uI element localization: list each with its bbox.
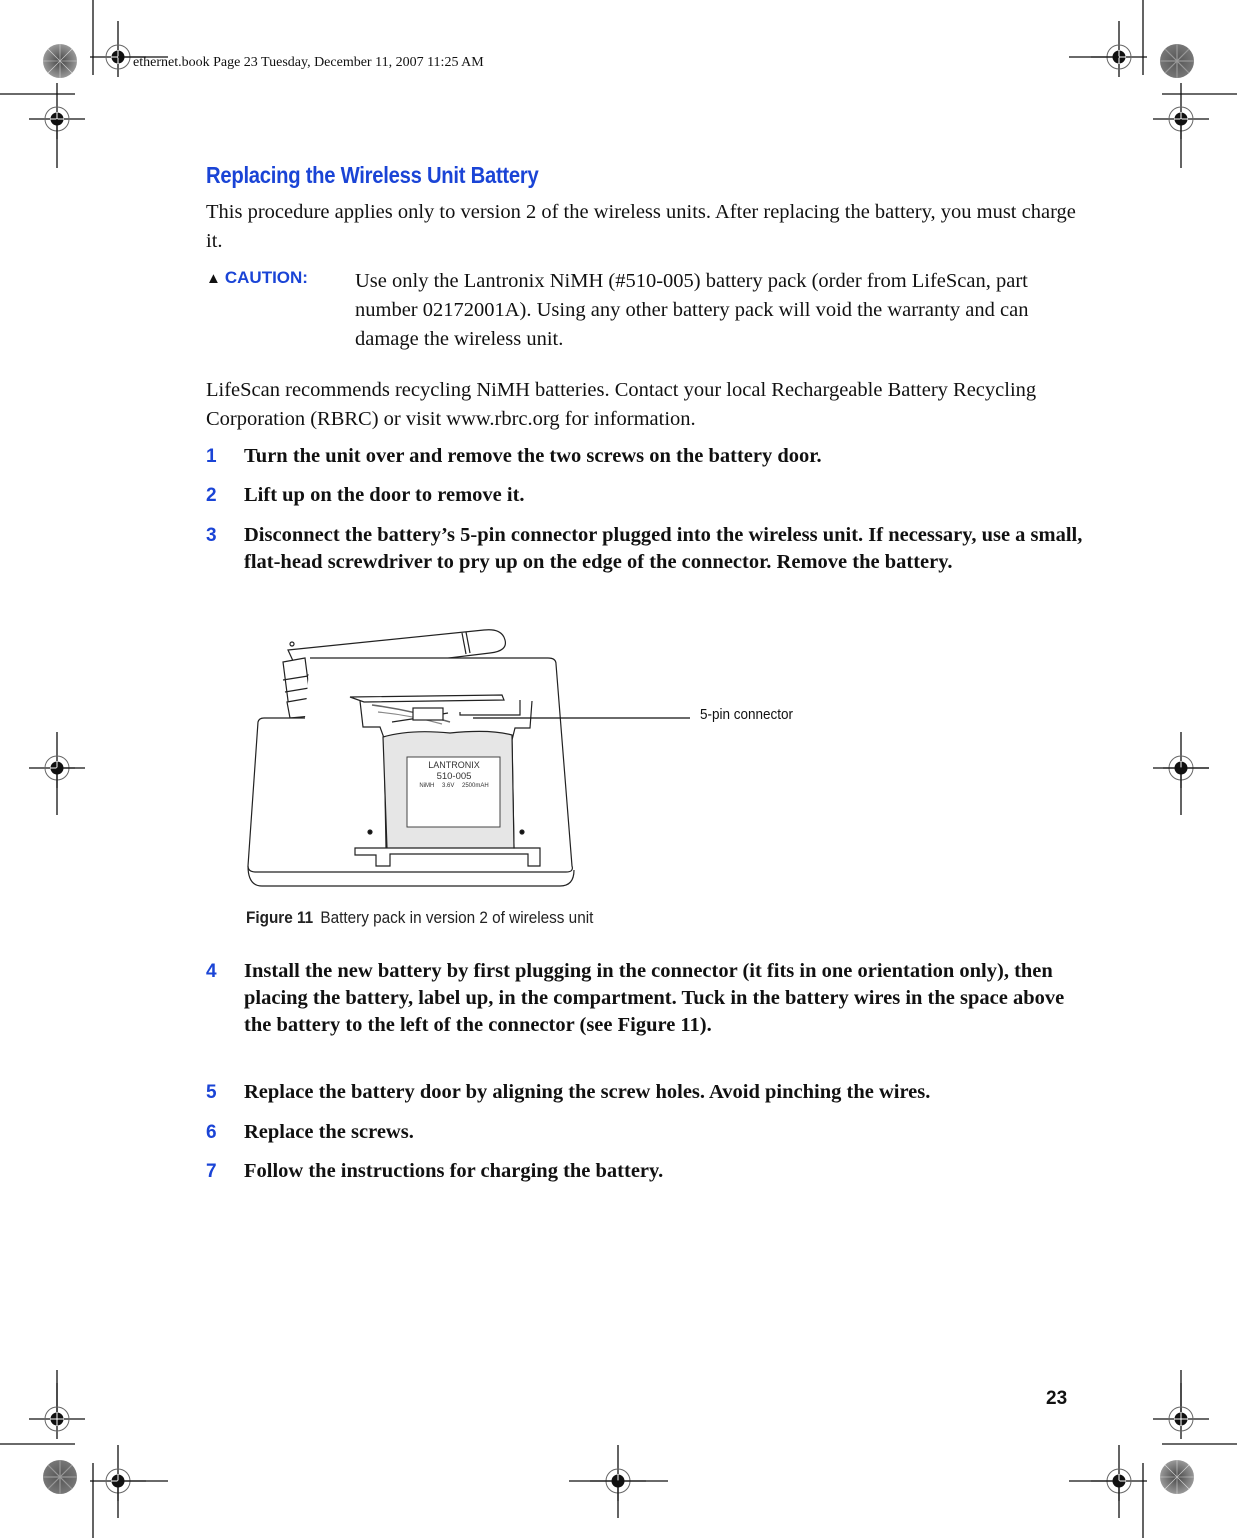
- step-number: 4: [206, 961, 217, 982]
- battery-brand: LANTRONIX: [428, 760, 480, 770]
- step-number: 3: [206, 525, 217, 546]
- step-text: Lift up on the door to remove it.: [244, 484, 525, 506]
- step-number: 1: [206, 446, 217, 467]
- step-text: Disconnect the battery’s 5-pin connector plugged into the wireless unit. If necessary, use a small, flat-head screwdriver to pry up on the edge of the connector. Remove the battery.: [244, 524, 1083, 573]
- battery-label: [408, 760, 500, 791]
- intro-paragraph: This procedure applies only to version 2 of the wireless units. After replacing the battery, you must charge it.: [206, 201, 1076, 252]
- caution-label: [206, 268, 308, 288]
- star-target-icon: [43, 44, 77, 78]
- section-heading: Replacing the Wireless Unit Battery: [206, 162, 539, 188]
- battery-spec: NiMH 3.6V 2500mAH: [419, 783, 489, 789]
- print-slug: ethernet.book Page 23 Tuesday, December 11, 2007 11:25 AM: [133, 55, 484, 70]
- page-number: 23: [1046, 1388, 1068, 1409]
- step-number: 2: [206, 485, 217, 506]
- step-number: 7: [206, 1161, 217, 1182]
- star-target-icon: [1160, 44, 1194, 78]
- caution-text: Use only the Lantronix NiMH (#510-005) battery pack (order from LifeScan, part number 02172001A). Using any other battery pack will void the warranty and can damage the wireless unit.: [355, 270, 1029, 350]
- star-target-icon: [1160, 1460, 1194, 1494]
- connector-callout-label: 5-pin connector: [700, 706, 794, 723]
- figure-caption: [246, 908, 593, 928]
- recycling-paragraph: LifeScan recommends recycling NiMH batteries. Contact your local Rechargeable Battery Recycling Corporation (RBRC) or visit www.rbrc.org for information.: [206, 379, 1037, 430]
- step-text: Follow the instructions for charging the battery.: [244, 1160, 664, 1182]
- battery-model: 510-005: [436, 771, 472, 782]
- figure-caption-text: Battery pack in version 2 of wireless unit: [320, 908, 594, 927]
- step-text: Replace the screws.: [244, 1121, 414, 1143]
- step-number: 6: [206, 1122, 217, 1143]
- wireless-unit-illustration: [248, 630, 574, 886]
- step-text: Turn the unit over and remove the two screws on the battery door.: [244, 445, 822, 467]
- star-target-icon: [43, 1460, 77, 1494]
- figure-caption-label: Figure 11: [246, 908, 314, 927]
- caution-label-text: CAUTION:: [224, 268, 308, 287]
- step-text: Install the new battery by first plugging in the connector (it fits in one orientation only), then placing the battery, label up, in the compartment. Tuck in the battery wires in the space above the battery to the left of the connector (see Figure 11).: [244, 960, 1065, 1036]
- step-number: 5: [206, 1082, 217, 1103]
- warning-triangle-icon: ▲: [206, 270, 221, 287]
- step-text: Replace the battery door by aligning the screw holes. Avoid pinching the wires.: [244, 1081, 931, 1103]
